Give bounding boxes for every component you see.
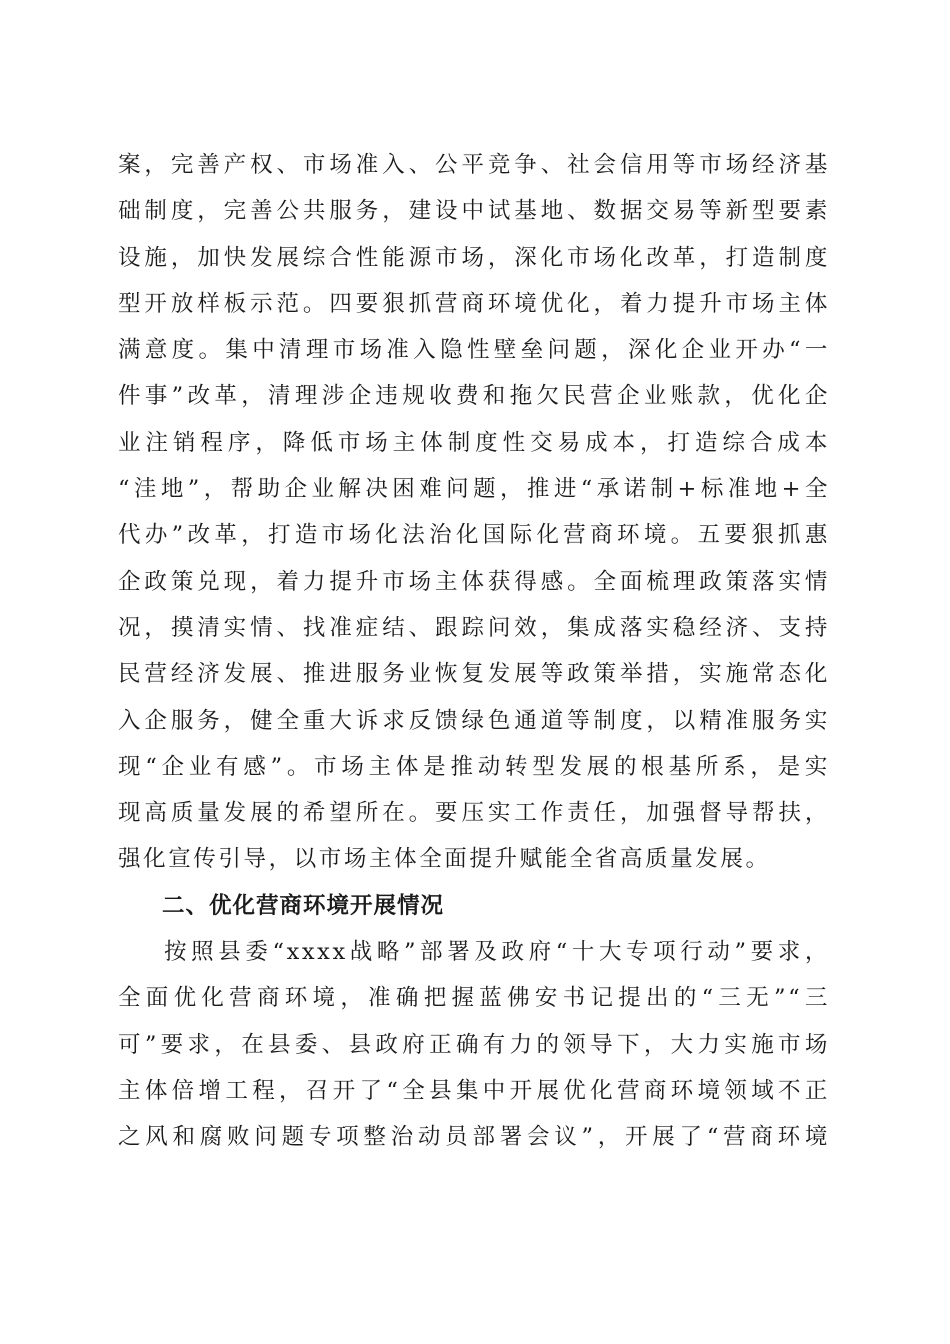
text-line-12: 民营经济发展、推进服务业恢复发展等政策举措，实施常态化 [118, 661, 830, 688]
text-line-9: 代办”改革，打造市场化法治化国际化营商环境。五要狠抓惠 [118, 522, 830, 549]
text-line-15: 现高质量发展的希望所在。要压实工作责任，加强督导帮扶， [118, 800, 830, 827]
text-line-16: 强化宣传引导，以市场主体全面提升赋能全省高质量发展。 [118, 846, 771, 873]
text-line-6: 件事”改革，清理涉企违规收费和拖欠民营企业账款，优化企 [118, 383, 830, 410]
text-line-3: 设施，加快发展综合性能源市场，深化市场化改革，打造制度 [118, 244, 830, 271]
text-line-8: “洼地”，帮助企业解决困难问题，推进“承诺制+标准地+全 [118, 476, 830, 503]
text-line-10: 企政策兑现，着力提升市场主体获得感。全面梳理政策落实情 [118, 568, 830, 595]
text-line-4: 型开放样板示范。四要狠抓营商环境优化，着力提升市场主体 [118, 290, 830, 317]
section-line-3: 可”要求，在县委、县政府正确有力的领导下，大力实施市场 [118, 1031, 830, 1058]
text-line-2: 础制度，完善公共服务，建设中试基地、数据交易等新型要素 [118, 198, 830, 225]
text-line-13: 入企服务，健全重大诉求反馈绿色通道等制度，以精准服务实 [118, 707, 830, 734]
section-heading: 二、优化营商环境开展情况 [162, 892, 445, 919]
text-line-7: 业注销程序，降低市场主体制度性交易成本，打造综合成本 [118, 429, 830, 456]
section-line-2: 全面优化营商环境，准确把握蓝佛安书记提出的“三无”“三 [118, 985, 830, 1012]
text-line-11: 况，摸清实情、找准症结、跟踪问效，集成落实稳经济、支持 [118, 614, 830, 641]
section-line-4: 主体倍增工程，召开了“全县集中开展优化营商环境领域不正 [118, 1077, 830, 1104]
body-text [118, 142, 830, 1161]
text-line-5: 满意度。集中清理市场准入隐性壁垒问题，深化企业开办“一 [118, 337, 830, 364]
section-line-1: 按照县委“xxxx战略”部署及政府“十大专项行动”要求， [164, 939, 830, 966]
text-line-1: 案，完善产权、市场准入、公平竞争、社会信用等市场经济基 [118, 152, 830, 178]
section-line-5: 之风和腐败问题专项整治动员部署会议”，开展了“营商环境 [118, 1124, 830, 1151]
text-line-14: 现“企业有感”。市场主体是推动转型发展的根基所系，是实 [118, 753, 830, 780]
